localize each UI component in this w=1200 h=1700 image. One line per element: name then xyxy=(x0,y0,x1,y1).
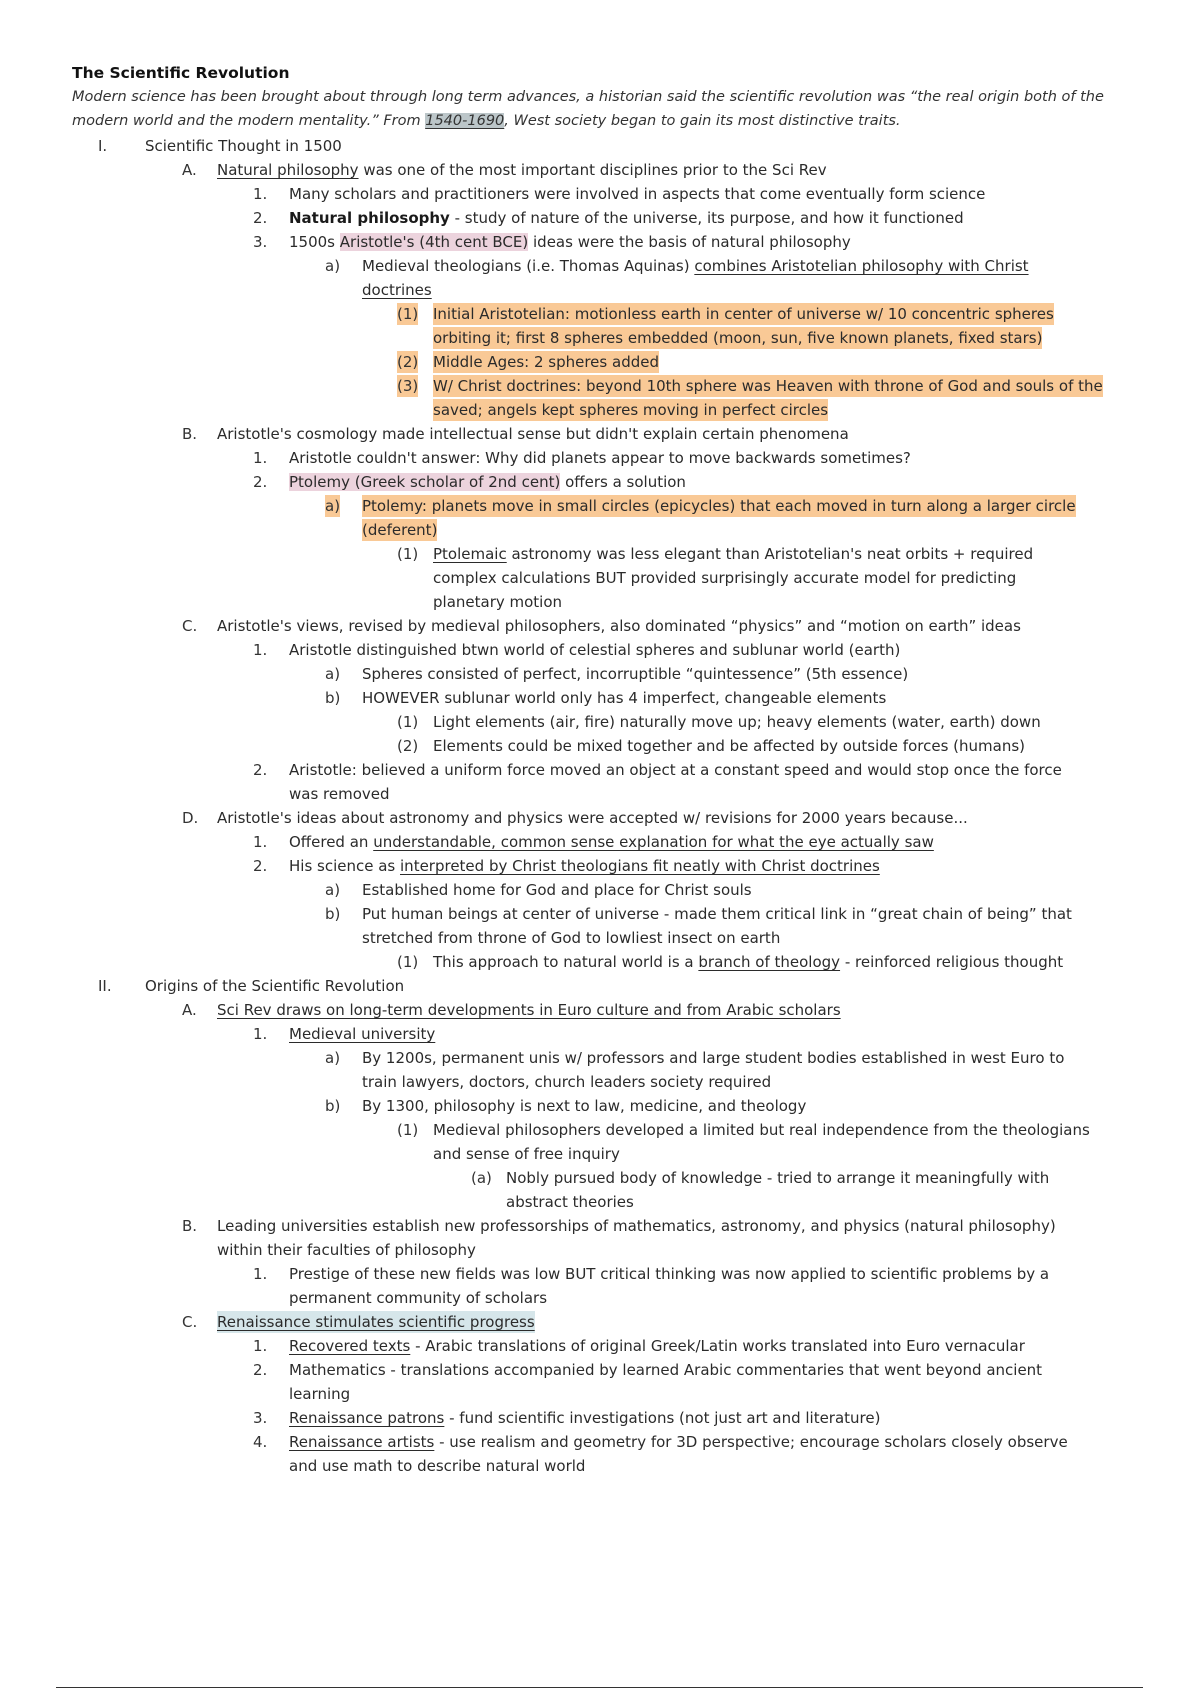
outline-item xyxy=(289,855,880,877)
outline-item xyxy=(289,1407,880,1429)
text-segment: Offered an xyxy=(289,833,374,851)
marker-paren: (1) xyxy=(397,713,419,731)
page-title: The Scientific Revolution xyxy=(72,64,290,82)
outline-item xyxy=(433,951,1063,973)
marker-number: 2. xyxy=(253,473,268,491)
outline-item-cont: was removed xyxy=(289,785,390,803)
marker-sub: a) xyxy=(325,1049,341,1067)
outline-item: Put human beings at center of universe - made them critical link in “great chain of being” that xyxy=(362,905,1072,923)
highlighted-item-cont: saved; angels kept spheres moving in perfect circles xyxy=(433,401,829,419)
marker-number: 1. xyxy=(253,1025,268,1043)
marker-number: 2. xyxy=(253,1361,268,1379)
marker-number: 2. xyxy=(253,209,268,227)
outline-item: Sci Rev draws on long-term developments in Euro culture and from Arabic scholars xyxy=(217,1001,841,1019)
text-segment: ideas were the basis of natural philosophy xyxy=(528,233,851,251)
outline-item: Aristotle's cosmology made intellectual sense but didn't explain certain phenomena xyxy=(217,425,849,443)
date-range-highlight: 1540-1690 xyxy=(425,113,505,129)
outline-item: Elements could be mixed together and be affected by outside forces (humans) xyxy=(433,737,1026,755)
marker-paren: (2) xyxy=(397,353,419,371)
marker-number: 1. xyxy=(253,833,268,851)
text-segment: astronomy was less elegant than Aristotelian's neat orbits + required xyxy=(506,545,1034,563)
outline-item: By 1200s, permanent unis w/ professors and large student bodies established in west Euro to xyxy=(362,1049,1065,1067)
marker-letter: C. xyxy=(182,1313,198,1331)
outline-item: Nobly pursued body of knowledge - tried to arrange it meaningfully with xyxy=(506,1169,1050,1187)
marker-letter: A. xyxy=(182,161,197,179)
outline-item: Prestige of these new fields was low BUT critical thinking was now applied to scientific problems by a xyxy=(289,1265,1050,1283)
text-segment: interpreted by Christ theologians fit neatly with Christ doctrines xyxy=(400,857,880,875)
outline-item: Medieval university xyxy=(289,1025,436,1043)
text-segment: Ptolemy (Greek scholar of 2nd cent) xyxy=(289,473,561,491)
marker-number: 1. xyxy=(253,449,268,467)
text-segment: - Arabic translations of original Greek/Latin works translated into Euro vernacular xyxy=(410,1337,1025,1355)
marker-letter: A. xyxy=(182,1001,197,1019)
outline-item: Established home for God and place for Christ souls xyxy=(362,881,752,899)
marker-paren: (2) xyxy=(397,737,419,755)
outline-item: Aristotle: believed a uniform force moved an object at a constant speed and would stop once the force xyxy=(289,761,1062,779)
marker-paren: (1) xyxy=(397,1121,419,1139)
text-segment: understandable, common sense explanation for what the eye actually saw xyxy=(373,833,934,851)
outline-item: Aristotle's views, revised by medieval philosophers, also dominated “physics” and “motion on earth” ideas xyxy=(217,617,1021,635)
marker-letter: B. xyxy=(182,1217,198,1235)
outline-item-cont: permanent community of scholars xyxy=(289,1289,548,1307)
text-segment: His science as xyxy=(289,857,401,875)
outline-item: Mathematics - translations accompanied by learned Arabic commentaries that went beyond ancient xyxy=(289,1361,1043,1379)
marker-letter: D. xyxy=(182,809,199,827)
highlighted-item: Ptolemy: planets move in small circles (epicycles) that each moved in turn along a larger circle xyxy=(362,497,1076,515)
outline-item: Medieval philosophers developed a limited but real independence from the theologians xyxy=(433,1121,1090,1139)
marker-roman: II. xyxy=(98,977,112,995)
marker-number: 1. xyxy=(253,185,268,203)
highlighted-item-cont: orbiting it; first 8 spheres embedded (moon, sun, five known planets, fixed stars) xyxy=(433,329,1043,347)
marker-number: 3. xyxy=(253,1409,268,1427)
text-segment: - use realism and geometry for 3D perspective; encourage scholars closely observe xyxy=(434,1433,1068,1451)
outline-item: Many scholars and practitioners were involved in aspects that come eventually form science xyxy=(289,185,986,203)
text-segment: Natural philosophy xyxy=(289,209,450,227)
outline-item-cont: and sense of free inquiry xyxy=(433,1145,620,1163)
outline-item xyxy=(289,831,934,853)
text-segment: Renaissance patrons xyxy=(289,1409,445,1427)
outline-item: Leading universities establish new professorships of mathematics, astronomy, and physics (natural philosophy) xyxy=(217,1217,1056,1235)
marker-sub: a) xyxy=(325,497,341,515)
text-segment: Recovered texts xyxy=(289,1337,411,1355)
text-segment: - study of nature of the universe, its purpose, and how it functioned xyxy=(449,209,964,227)
highlighted-item-cont: (deferent) xyxy=(362,521,438,539)
outline-item xyxy=(289,231,851,253)
marker-paren: (3) xyxy=(397,377,419,395)
marker-number: 2. xyxy=(253,857,268,875)
outline-item-cont: planetary motion xyxy=(433,593,563,611)
text-segment: offers a solution xyxy=(560,473,686,491)
marker-number: 4. xyxy=(253,1433,268,1451)
marker-roman: I. xyxy=(98,137,108,155)
marker-letter: C. xyxy=(182,617,198,635)
marker-paren: (1) xyxy=(397,305,419,323)
outline-item-cont: stretched from throne of God to lowliest insect on earth xyxy=(362,929,781,947)
marker-sub: a) xyxy=(325,881,341,899)
outline-item: Spheres consisted of perfect, incorruptible “quintessence” (5th essence) xyxy=(362,665,909,683)
outline-item xyxy=(289,1431,1068,1453)
text-segment: - reinforced religious thought xyxy=(840,953,1064,971)
outline-item-cont: abstract theories xyxy=(506,1193,634,1211)
outline-item: By 1300, philosophy is next to law, medicine, and theology xyxy=(362,1097,807,1115)
outline-item-cont: and use math to describe natural world xyxy=(289,1457,586,1475)
marker-sub: b) xyxy=(325,1097,341,1115)
marker-number: 3. xyxy=(253,233,268,251)
marker-sub: b) xyxy=(325,905,341,923)
marker-sub: a) xyxy=(325,665,341,683)
text-segment: Renaissance artists xyxy=(289,1433,435,1451)
outline-item-cont: train lawyers, doctors, church leaders society required xyxy=(362,1073,772,1091)
highlighted-item: Renaissance stimulates scientific progress xyxy=(217,1313,535,1331)
marker-number: 2. xyxy=(253,761,268,779)
intro-line-1: Modern science has been brought about through long term advances, a historian said the scientific revolution was “the real origin both of the xyxy=(72,89,1104,105)
marker-number: 1. xyxy=(253,1265,268,1283)
marker-letter: B. xyxy=(182,425,198,443)
text-segment: was one of the most important disciplines prior to the Sci Rev xyxy=(358,161,827,179)
highlighted-item: W/ Christ doctrines: beyond 10th sphere was Heaven with throne of God and souls of the xyxy=(433,377,1103,395)
outline-item xyxy=(289,1335,1025,1357)
text-segment: combines Aristotelian philosophy with Christ xyxy=(694,257,1029,275)
outline-item: Aristotle couldn't answer: Why did planets appear to move backwards sometimes? xyxy=(289,449,911,467)
outline-item xyxy=(289,207,964,229)
marker-number: 1. xyxy=(253,641,268,659)
marker-number: 1. xyxy=(253,1337,268,1355)
text-segment: Aristotle's (4th cent BCE) xyxy=(339,233,529,251)
page-bottom-rule xyxy=(56,1687,1143,1688)
outline-item xyxy=(362,255,1029,277)
marker-sub: a) xyxy=(325,257,341,275)
text-segment: branch of theology xyxy=(698,953,841,971)
text-segment: 1500s xyxy=(289,233,340,251)
outline-item: Aristotle's ideas about astronomy and physics were accepted w/ revisions for 2000 years because... xyxy=(217,809,968,827)
outline-item: HOWEVER sublunar world only has 4 imperfect, changeable elements xyxy=(362,689,887,707)
intro-line-2: modern world and the modern mentality.” From 1540-1690, West society began to gain its most distinctive traits. xyxy=(72,113,901,129)
section-heading: Origins of the Scientific Revolution xyxy=(145,977,405,995)
outline-item: Light elements (air, fire) naturally move up; heavy elements (water, earth) down xyxy=(433,713,1041,731)
outline-item xyxy=(433,543,1033,565)
section-heading: Scientific Thought in 1500 xyxy=(145,137,342,155)
outline-item-cont: learning xyxy=(289,1385,351,1403)
outline-item: Aristotle distinguished btwn world of celestial spheres and sublunar world (earth) xyxy=(289,641,901,659)
highlighted-item: Middle Ages: 2 spheres added xyxy=(433,353,659,371)
text-segment: Medieval theologians (i.e. Thomas Aquinas) xyxy=(362,257,695,275)
outline-item xyxy=(217,159,827,181)
text-segment: Natural philosophy xyxy=(217,161,359,179)
text-segment: Ptolemaic xyxy=(433,545,507,563)
outline-item-cont: doctrines xyxy=(362,281,432,299)
highlighted-item: Initial Aristotelian: motionless earth in center of universe w/ 10 concentric spheres xyxy=(433,305,1054,323)
marker-sub: b) xyxy=(325,689,341,707)
outline-item-cont: within their faculties of philosophy xyxy=(217,1241,476,1259)
marker-paren: (1) xyxy=(397,545,419,563)
outline-item xyxy=(289,471,686,493)
marker-paren: (a) xyxy=(471,1169,492,1187)
text-segment: This approach to natural world is a xyxy=(433,953,699,971)
text-segment: - fund scientific investigations (not just art and literature) xyxy=(444,1409,881,1427)
marker-paren: (1) xyxy=(397,953,419,971)
outline-item-cont: complex calculations BUT provided surprisingly accurate model for predicting xyxy=(433,569,1017,587)
